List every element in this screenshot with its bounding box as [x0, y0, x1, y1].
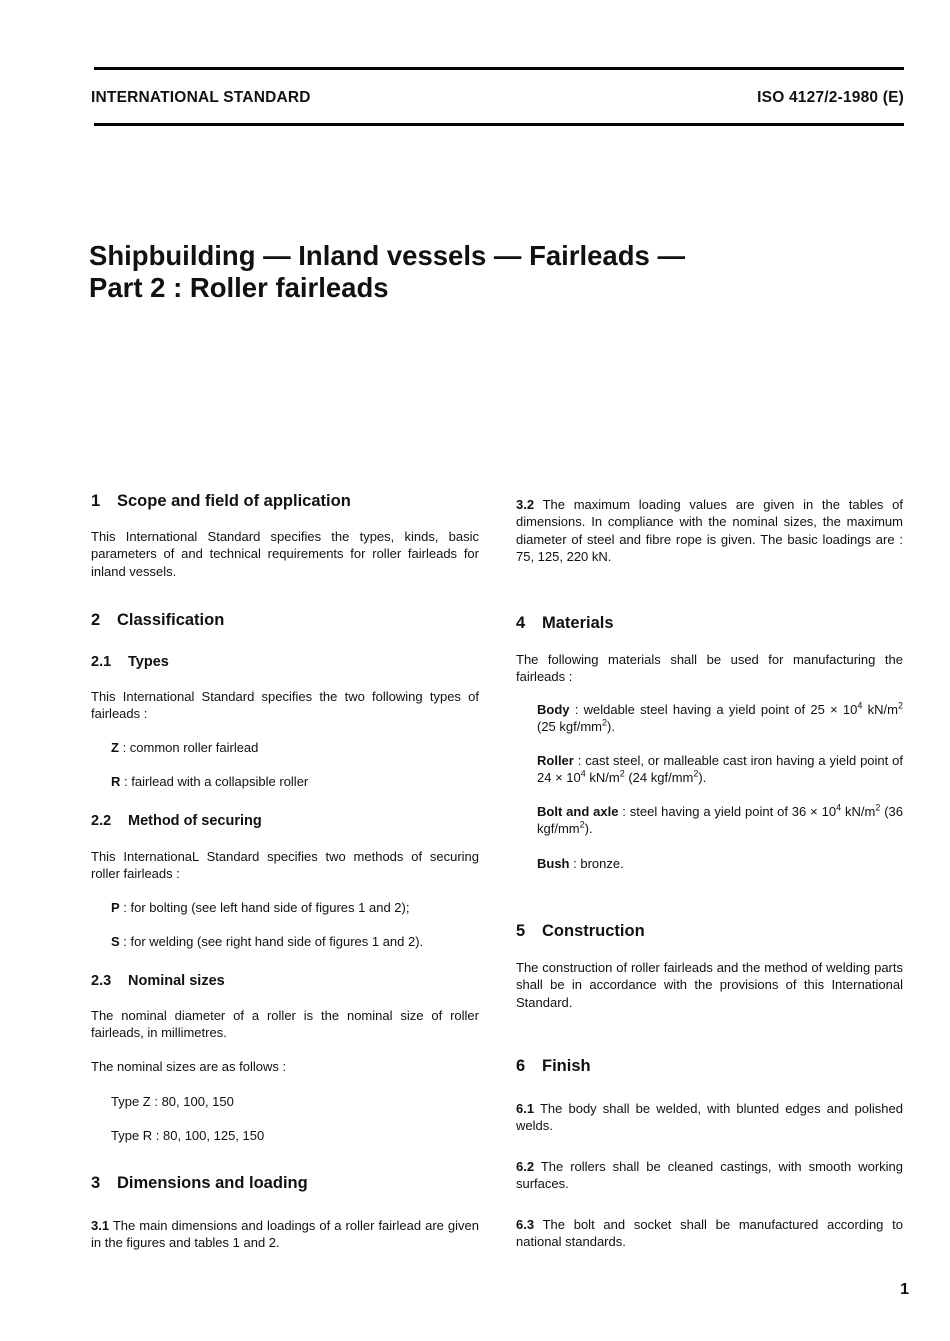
section-2-3-heading: 2.3 Nominal sizes [91, 973, 225, 989]
nominal-sizes-type-z: Type Z : 80, 100, 150 [111, 1094, 234, 1109]
material-body: Body : weldable steel having a yield point of $25 \times 10^4$ $kN/m^2$ (25 kgf/$mm^2$). [537, 700, 903, 735]
section-3-heading: 3 Dimensions and loading [91, 1174, 308, 1192]
type-z-item: Z : common roller fairlead [111, 740, 259, 755]
section-5-heading: 5 Construction [516, 922, 645, 940]
method-s-item: S : for welding (see right hand side of figures 1 and 2). [111, 934, 424, 949]
method-p-item: P : for bolting (see left hand side of figures 1 and 2); [111, 900, 410, 915]
section-2-1-text: This International Standard specifies the two following types of fairleads : [91, 689, 479, 722]
section-2-3-text-2: The nominal sizes are as follows : [91, 1059, 287, 1074]
document-title [89, 240, 685, 304]
section-2-2-text: This InternationaL Standard specifies two methods of securing roller fairleads : [91, 849, 479, 882]
section-3-1-text: 3.1 The main dimensions and loadings of a roller fairlead are given in the figures and tables 1 and 2. [91, 1218, 479, 1251]
section-2-heading: 2 Classification [91, 611, 225, 629]
section-4-intro: The following materials shall be used for manufacturing the fairleads : [516, 652, 903, 685]
material-bush: Bush : bronze. [537, 856, 624, 871]
header-top-rule [94, 67, 904, 70]
section-5-text: The construction of roller fairleads and the method of welding parts shall be in accordance with the provisions of this International Standard. [516, 960, 903, 1010]
title-line-2: Part 2 : Roller fairleads [89, 272, 389, 303]
section-1-text: This International Standard specifies the types, kinds, basic parameters of and technical requirements for roller fairleads for inland vessels. [91, 529, 479, 579]
title-line-1: Shipbuilding — Inland vessels — Fairleads — [89, 240, 685, 271]
document-type: INTERNATIONAL STANDARD [91, 89, 311, 106]
standard-number: ISO 4127/2-1980 (E) [757, 89, 904, 106]
page-number: 1 [900, 1281, 909, 1298]
material-roller: Roller : cast steel, or malleable cast iron having a yield point of $24 \times 10^4$ $kN/m^2$ (24 kgf/$mm^2$). [537, 753, 903, 786]
section-2-2-heading: 2.2 Method of securing [91, 813, 262, 829]
section-6-2-text: 6.2 The rollers shall be cleaned castings, with smooth working surfaces. [516, 1159, 903, 1192]
section-2-1-heading: 2.1 Types [91, 654, 169, 670]
section-6-1-text: 6.1 The body shall be welded, with blunted edges and polished welds. [516, 1101, 903, 1134]
section-6-3-text: 6.3 The bolt and socket shall be manufactured according to national standards. [516, 1217, 903, 1250]
header-bottom-rule [94, 123, 904, 126]
nominal-sizes-type-r: Type R : 80, 100, 125, 150 [111, 1128, 265, 1143]
material-bolt-and-axle: Bolt and axle : steel having a yield point of $36 \times 10^4$ $kN/m^2$ (36 kgf/$mm^2$). [537, 802, 903, 837]
section-6-heading: 6 Finish [516, 1057, 591, 1075]
section-3-2-text: 3.2 The maximum loading values are given in the tables of dimensions. In compliance with the nominal sizes, the maximum diameter of steel and fibre rope is given. The basic loadings are : 75, 125, 220 kN. [516, 497, 903, 565]
section-4-heading: 4 Materials [516, 614, 614, 632]
type-r-item: R : fairlead with a collapsible roller [111, 774, 309, 789]
section-1-heading: 1 Scope and field of application [91, 492, 351, 510]
section-2-3-text-1: The nominal diameter of a roller is the nominal size of roller fairleads, in millimetres. [91, 1008, 479, 1041]
